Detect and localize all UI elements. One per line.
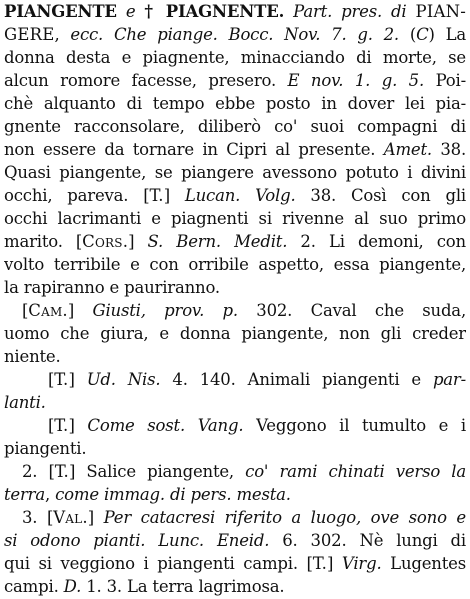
- text-line-6: [4, 115, 466, 139]
- text-run: Per catacresi riferito a luogo, ove sono e: [103, 508, 466, 527]
- text-run: ]: [327, 554, 342, 573]
- text-line-13: [4, 276, 466, 300]
- text-run: (: [398, 25, 417, 44]
- text-line-2: [4, 23, 466, 47]
- text-run: [: [48, 370, 55, 389]
- text-run: come immag. di pers. mesta.: [55, 485, 291, 504]
- text-run: 302. Caval che suda,: [237, 301, 466, 320]
- text-run: Quasi piangente, se piangere avessono potuto i divini: [4, 163, 466, 182]
- text-run: 38. Così con gli: [295, 186, 466, 205]
- text-run: Come sost. Vang.: [87, 416, 244, 435]
- text-run: ,: [45, 485, 56, 504]
- text-run: marito. [: [4, 232, 83, 251]
- text-line-21: [4, 460, 466, 484]
- text-run: co' rami chinati verso la: [245, 462, 466, 481]
- text-run: T.: [54, 416, 69, 435]
- text-run: ]: [163, 186, 185, 205]
- text-run: volto terribile e con orribile aspetto, essa piangente,: [4, 255, 466, 274]
- text-run: [: [48, 416, 55, 435]
- text-run: niente.: [4, 347, 61, 366]
- text-run: non essere da tornare in Cipri al presente.: [4, 140, 384, 159]
- text-line-19: [4, 414, 466, 438]
- text-run: ]: [68, 370, 87, 389]
- text-run: 1. 3. La terra lagrimosa.: [81, 577, 285, 596]
- text-run: ecc. Che piange. Bocc. Nov. 7. g. 2.: [70, 25, 399, 44]
- text-run: T.: [54, 370, 69, 389]
- text-line-1: [4, 0, 466, 24]
- text-line-5: [4, 92, 466, 116]
- text-line-17: [4, 368, 466, 392]
- text-run: ] Salice piangente,: [69, 462, 246, 481]
- text-run: ]: [67, 301, 93, 320]
- text-line-20: [4, 437, 466, 461]
- entry-headword: PIANGENTE: [4, 2, 117, 21]
- text-run: Veggono il tumulto e i: [243, 416, 466, 435]
- text-run: alcun romore facesse, presero.: [4, 71, 288, 90]
- text-run: 2. [: [22, 462, 55, 481]
- text-line-10: [4, 207, 466, 231]
- text-run: ,: [54, 25, 71, 44]
- text-run: T.: [54, 462, 69, 481]
- text-line-15: [4, 322, 466, 346]
- text-run: occhi lacrimanti e piagnenti si rivenne al suo primo: [4, 209, 466, 228]
- text-run: Virg.: [341, 554, 382, 573]
- text-run: ]: [68, 416, 88, 435]
- text-line-11: [4, 230, 466, 254]
- text-run: Lugentes: [381, 554, 466, 573]
- text-run: terra: [4, 485, 46, 504]
- text-run: T.: [312, 554, 328, 573]
- text-run: 2. Li demoni, con: [287, 232, 466, 251]
- text-run: ]: [87, 508, 104, 527]
- text-run: si odono pianti. Lunc. Eneid.: [4, 531, 270, 550]
- text-run: campi.: [4, 577, 64, 596]
- text-line-22: [4, 483, 466, 507]
- text-run: occhi, pareva. [: [4, 186, 150, 205]
- text-line-7: [4, 138, 466, 162]
- text-run: Poi-: [424, 71, 466, 90]
- text-run: donna desta e piagnente, minacciando di morte, se: [4, 48, 466, 67]
- text-line-25: [4, 552, 466, 576]
- text-line-24: [4, 529, 466, 553]
- text-line-8: [4, 161, 466, 185]
- text-run: Part. pres. di: [293, 2, 416, 21]
- text-run: PIAN-: [415, 2, 466, 21]
- text-run: Cors.: [82, 232, 129, 251]
- entry-alt-headword: PIAGNENTE.: [165, 2, 285, 21]
- text-run: chè alquanto di tempo ebbe posto in dover lei pia-: [4, 94, 466, 113]
- text-run: uomo che giura, e donna piangente, non gli creder: [4, 324, 466, 343]
- text-line-9: [4, 184, 466, 208]
- text-run: Amet.: [383, 140, 432, 159]
- text-line-3: [4, 46, 466, 70]
- entry-definition-start: [293, 2, 466, 21]
- text-run: 6. 302. Nè lungi di: [269, 531, 466, 550]
- text-run: D.: [63, 577, 82, 596]
- text-line-26: [4, 575, 466, 599]
- text-run: E nov. 1. g. 5.: [287, 71, 425, 90]
- text-run: Lucan. Volg.: [184, 186, 296, 205]
- text-line-16: [4, 345, 466, 369]
- text-run: 38.: [431, 140, 466, 159]
- text-run: par-: [432, 370, 466, 389]
- text-run: S. Bern. Medit.: [147, 232, 288, 251]
- text-line-4: [4, 69, 466, 93]
- text-run: C: [416, 25, 429, 44]
- text-run: ]: [128, 232, 148, 251]
- entry-dagger: †: [144, 2, 157, 21]
- text-line-12: [4, 253, 466, 277]
- text-run: GERE: [4, 25, 55, 44]
- text-run: [: [22, 301, 29, 320]
- text-run: Giusti, prov. p.: [92, 301, 238, 320]
- text-run: lanti.: [4, 393, 46, 412]
- text-run: 3. [: [22, 508, 54, 527]
- text-line-18: [4, 391, 466, 415]
- text-line-14: [4, 299, 466, 323]
- text-run: Cam.: [28, 301, 68, 320]
- text-run: T.: [149, 186, 164, 205]
- text-run: ) La: [428, 25, 466, 44]
- text-run: la rapiranno e pauriranno.: [4, 278, 220, 297]
- text-run: 4. 140. Animali piangenti e: [160, 370, 433, 389]
- text-run: Val.: [53, 508, 88, 527]
- text-run: qui si veggiono i piangenti campi. [: [4, 554, 313, 573]
- text-run: Ud. Nis.: [86, 370, 161, 389]
- text-line-23: [4, 506, 466, 530]
- text-run: piangenti.: [4, 439, 87, 458]
- text-run: gnente racconsolare, diliberò co' suoi compagni di: [4, 117, 466, 136]
- entry-conjunction: e: [125, 2, 136, 21]
